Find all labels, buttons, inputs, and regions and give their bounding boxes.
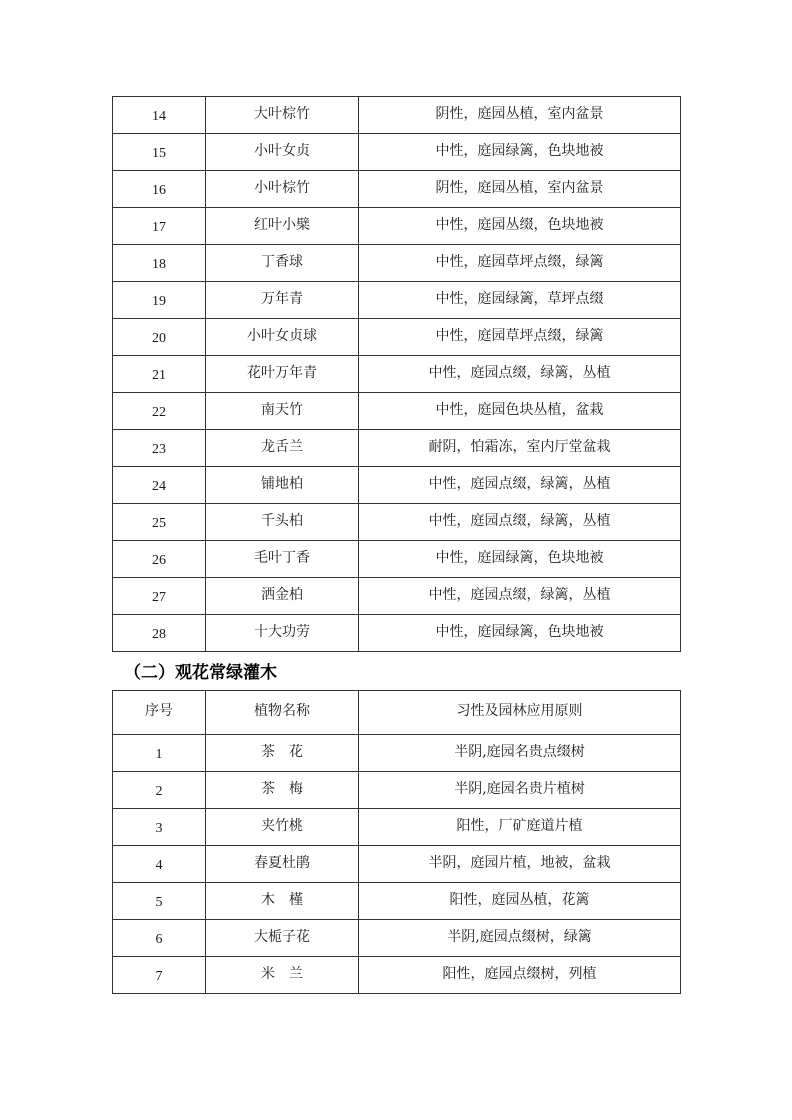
plant-name: 米 兰 [206,957,359,994]
table-header-row [113,691,681,735]
plant-name: 洒金柏 [206,578,359,615]
row-number: 4 [113,846,206,883]
table-row [113,393,681,430]
table-row [113,920,681,957]
plant-usage: 中性，庭园绿篱，色块地被 [359,134,681,171]
table-body [113,97,681,652]
plant-name: 春夏杜鹃 [206,846,359,883]
table-row [113,957,681,994]
row-number: 3 [113,809,206,846]
plant-usage: 阳性，庭园点缀树，列植 [359,957,681,994]
plant-name: 龙舌兰 [206,430,359,467]
row-number: 1 [113,735,206,772]
table-row [113,356,681,393]
plant-usage: 中性，庭园点缀，绿篱，丛植 [359,467,681,504]
table-row [113,772,681,809]
plant-name: 十大功劳 [206,615,359,652]
row-number: 5 [113,883,206,920]
column-header-name: 植物名称 [206,691,359,735]
table-row [113,208,681,245]
row-number: 7 [113,957,206,994]
row-number: 21 [113,356,206,393]
table-row [113,319,681,356]
plant-usage: 半阴,庭园点缀树，绿篱 [359,920,681,957]
row-number: 17 [113,208,206,245]
table-row [113,504,681,541]
plant-usage: 阳性，厂矿庭道片植 [359,809,681,846]
plant-name: 小叶棕竹 [206,171,359,208]
plant-name: 南天竹 [206,393,359,430]
table-row [113,615,681,652]
section-heading: （二）观花常绿灌木 [124,663,277,683]
row-number: 27 [113,578,206,615]
row-number: 24 [113,467,206,504]
table-row [113,134,681,171]
plant-name: 红叶小檗 [206,208,359,245]
row-number: 6 [113,920,206,957]
row-number: 14 [113,97,206,134]
plant-name: 丁香球 [206,245,359,282]
table-row [113,430,681,467]
plant-usage: 阴性，庭园丛植，室内盆景 [359,171,681,208]
table-row [113,578,681,615]
table-row [113,541,681,578]
row-number: 25 [113,504,206,541]
plant-usage: 中性，庭园绿篱，色块地被 [359,541,681,578]
row-number: 15 [113,134,206,171]
row-number: 26 [113,541,206,578]
plant-name: 毛叶丁香 [206,541,359,578]
plant-name: 木 槿 [206,883,359,920]
plant-name: 大叶棕竹 [206,97,359,134]
plant-usage: 中性，庭园草坪点缀，绿篱 [359,245,681,282]
plant-usage: 中性，庭园点缀，绿篱，丛植 [359,356,681,393]
plant-usage: 中性，庭园丛缀，色块地被 [359,208,681,245]
plant-usage: 中性，庭园绿篱，色块地被 [359,615,681,652]
table-row [113,97,681,134]
column-header-number: 序号 [113,691,206,735]
plant-usage: 半阴，庭园片植，地被，盆栽 [359,846,681,883]
table-row [113,467,681,504]
plant-usage: 中性，庭园绿篱，草坪点缀 [359,282,681,319]
table-body [113,735,681,994]
flowering-evergreen-shrub-table [112,690,681,994]
plant-usage: 半阴,庭园名贵片植树 [359,772,681,809]
table-row [113,809,681,846]
plant-usage: 中性，庭园点缀，绿篱，丛植 [359,504,681,541]
table-row [113,245,681,282]
plant-name: 花叶万年青 [206,356,359,393]
row-number: 28 [113,615,206,652]
plant-name: 茶 梅 [206,772,359,809]
plant-usage: 中性，庭园草坪点缀，绿篱 [359,319,681,356]
plant-name: 夹竹桃 [206,809,359,846]
plant-name: 茶 花 [206,735,359,772]
evergreen-shrub-table-continued [112,96,681,652]
row-number: 16 [113,171,206,208]
plant-name: 铺地柏 [206,467,359,504]
column-header-usage: 习性及园林应用原则 [359,691,681,735]
plant-name: 万年青 [206,282,359,319]
plant-name: 小叶女贞 [206,134,359,171]
plant-usage: 中性，庭园点缀，绿篱，丛植 [359,578,681,615]
row-number: 20 [113,319,206,356]
table-row [113,735,681,772]
row-number: 2 [113,772,206,809]
plant-name: 千头柏 [206,504,359,541]
row-number: 18 [113,245,206,282]
table-row [113,282,681,319]
row-number: 22 [113,393,206,430]
table-header [113,691,681,735]
plant-usage: 阴性，庭园丛植，室内盆景 [359,97,681,134]
plant-usage: 半阴,庭园名贵点缀树 [359,735,681,772]
row-number: 23 [113,430,206,467]
plant-usage: 阳性，庭园丛植，花篱 [359,883,681,920]
table-row [113,883,681,920]
plant-name: 大栀子花 [206,920,359,957]
plant-usage: 耐阴，怕霜冻，室内厅堂盆栽 [359,430,681,467]
row-number: 19 [113,282,206,319]
table-row [113,171,681,208]
plant-name: 小叶女贞球 [206,319,359,356]
plant-usage: 中性，庭园色块丛植，盆栽 [359,393,681,430]
table-row [113,846,681,883]
